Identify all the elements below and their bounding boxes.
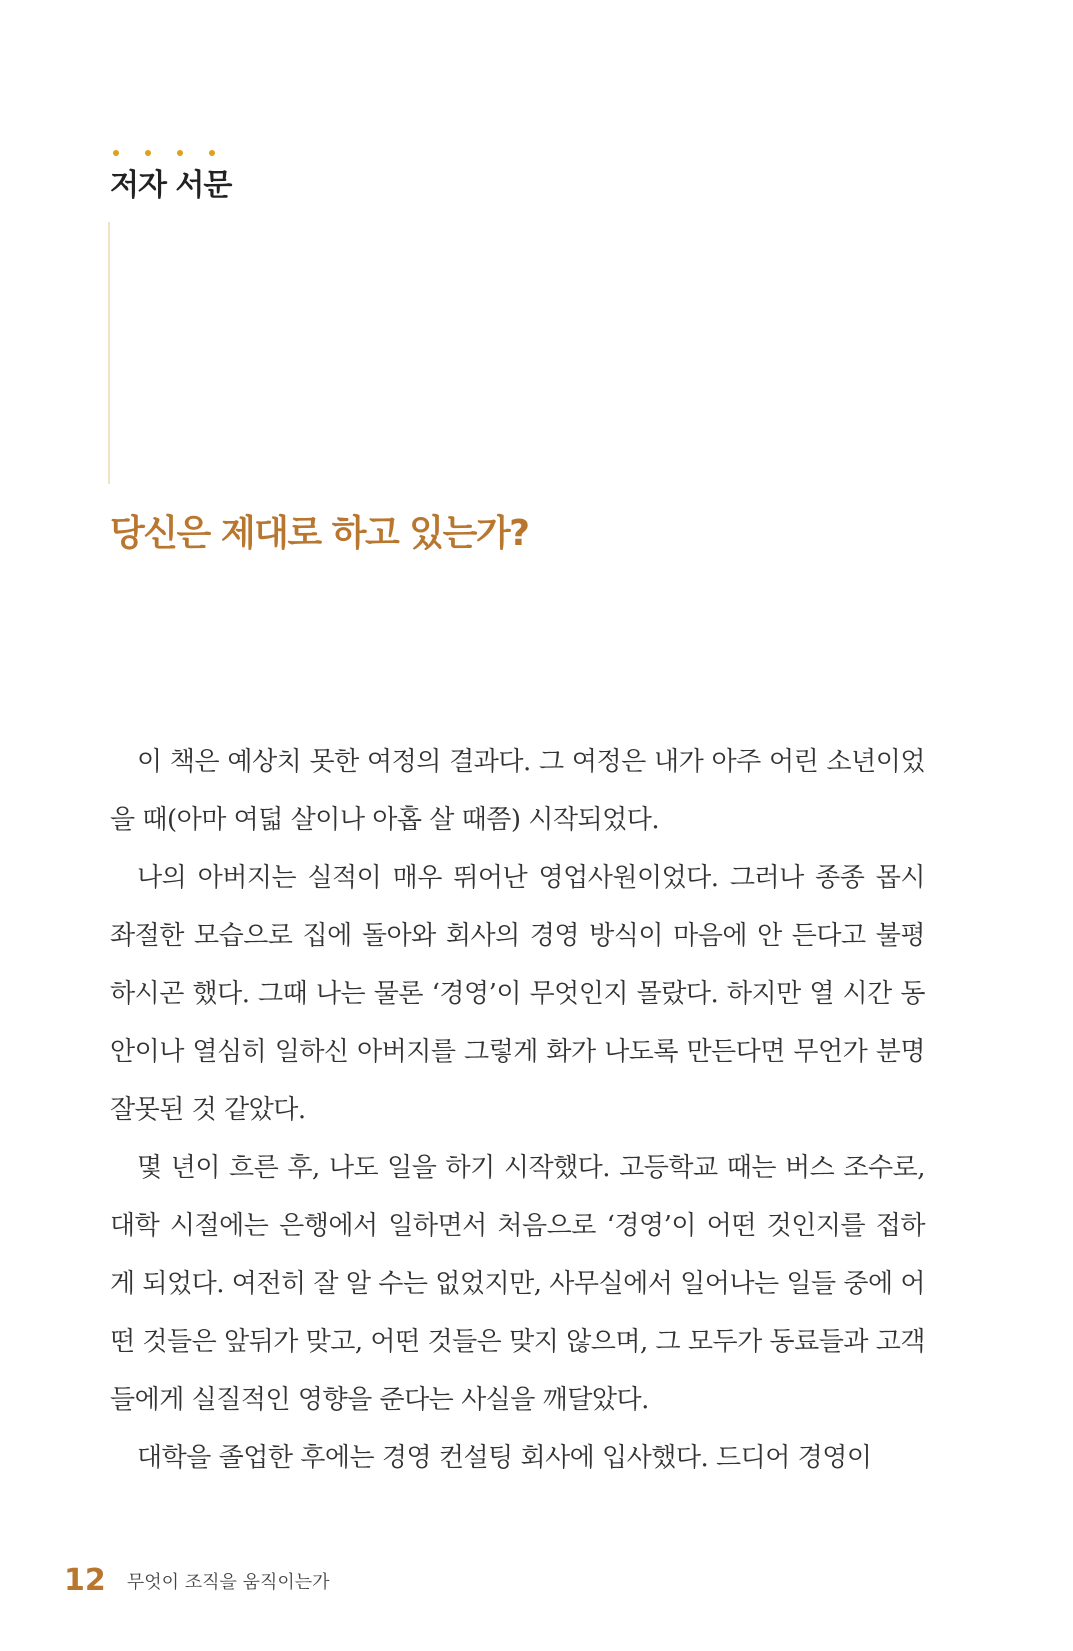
dot-icon: [113, 150, 119, 156]
page-number: 12: [64, 1563, 106, 1598]
dot-icon: [145, 150, 151, 156]
dot-icon: [177, 150, 183, 156]
paragraph: 이 책은 예상치 못한 여정의 결과다. 그 여정은 내가 아주 어린 소년이었을 때(아마 여덟 살이나 아홉 살 때쯤) 시작되었다.: [110, 747, 925, 835]
vertical-rule: [108, 222, 110, 484]
dot-icon: [209, 150, 215, 156]
paragraph: 나의 아버지는 실적이 매우 뛰어난 영업사원이었다. 그러나 종종 몹시 좌절한 모습으로 집에 돌아와 회사의 경영 방식이 마음에 안 든다고 불평하시곤 했다. 그때 나는 물론 ‘경영’이 무엇인지 몰랐다. 하지만 열 시간 동안이나 열심히 일하신 아버지를 그렇게 화가 나도록 만든다면 무언가 분명 잘못된 것 같았다.: [110, 863, 925, 1125]
page-footer: [64, 1563, 330, 1598]
decorative-dots: [113, 150, 223, 160]
section-label: 저자 서문: [110, 168, 232, 203]
paragraph: 몇 년이 흐른 후, 나도 일을 하기 시작했다. 고등학교 때는 버스 조수로, 대학 시절에는 은행에서 일하면서 처음으로 ‘경영’이 어떤 것인지를 접하게 되었다. 여전히 잘 알 수는 없었지만, 사무실에서 일어나는 일들 중에 어떤 것들은 앞뒤가 맞고, 어떤 것들은 맞지 않으며, 그 모두가 동료들과 고객들에게 실질적인 영향을 준다는 사실을 깨달았다.: [110, 1153, 925, 1415]
running-title: 무엇이 조직을 움직이는가: [126, 1571, 330, 1593]
paragraph: 대학을 졸업한 후에는 경영 컨설팅 회사에 입사했다. 드디어 경영이: [137, 1443, 872, 1473]
body-text: [110, 733, 925, 1487]
chapter-title: 당신은 제대로 하고 있는가?: [110, 513, 529, 554]
